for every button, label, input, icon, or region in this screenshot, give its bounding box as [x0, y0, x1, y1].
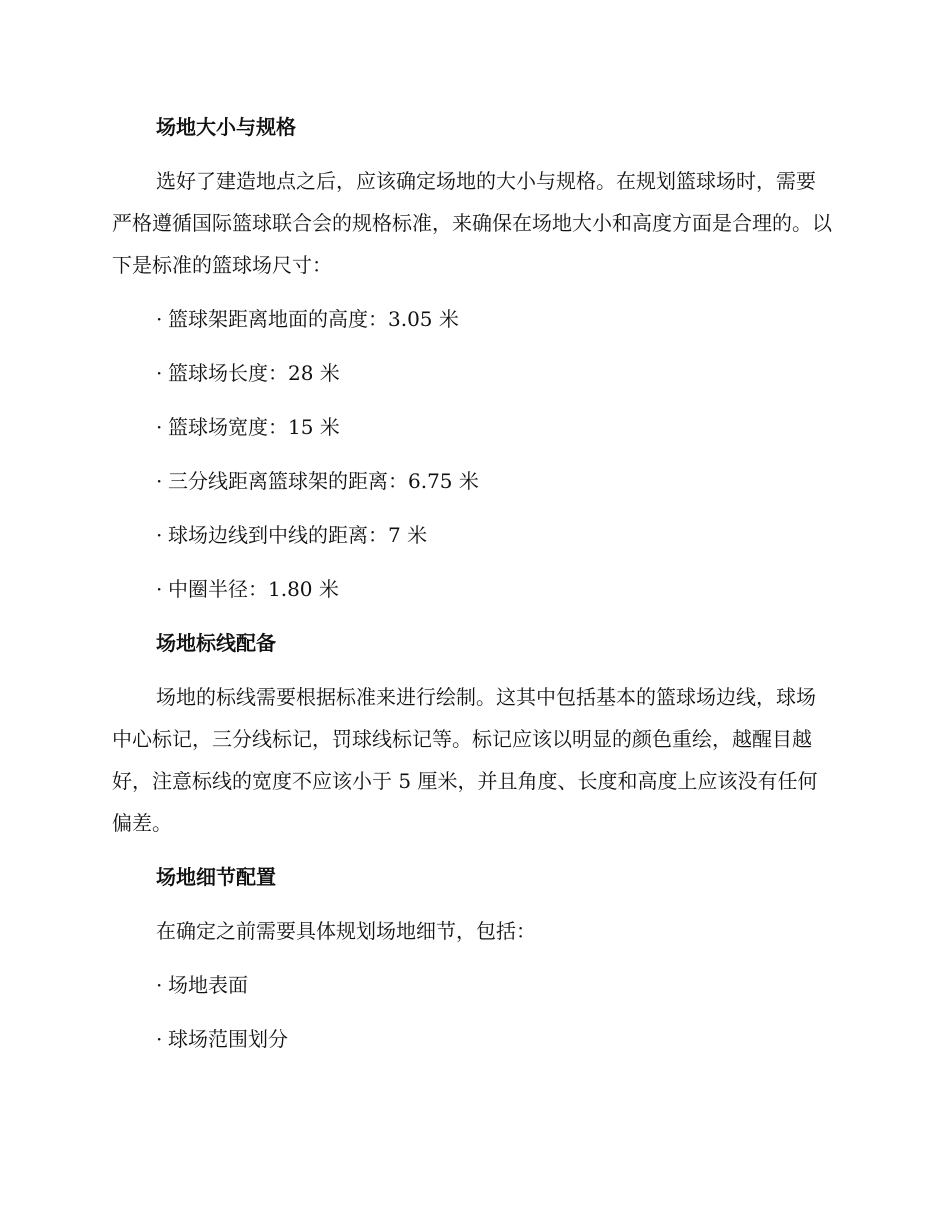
list-item — [112, 460, 832, 502]
section-paragraph-size: 选好了建造地点之后，应该确定场地的大小与规格。在规划篮球场时，需要严格遵循国际篮球联合会的规格标准，来确保在场地大小和高度方面是合理的。以下是标准的篮球场尺寸： — [112, 169, 832, 277]
list-item — [112, 568, 832, 610]
list-item — [112, 1018, 832, 1060]
bullet-symbol: · — [156, 415, 163, 439]
section-heading-details: 场地细节配置 — [156, 865, 276, 889]
bullet-symbol: · — [156, 469, 163, 493]
list-item-text: 三分线距离篮球架的距离：6.75 米 — [168, 469, 479, 493]
bullet-symbol: · — [156, 1027, 163, 1051]
section-paragraph-details: 在确定之前需要具体规划场地细节，包括： — [156, 919, 536, 943]
list-item — [112, 964, 832, 1006]
section-paragraph-markings: 场地的标线需要根据标准来进行绘制。这其中包括基本的篮球场边线，球场中心标记，三分线标记，罚球线标记等。标记应该以明显的颜色重绘，越醒目越好，注意标线的宽度不应该小于 5 厘米，并且角度、长度和高度上应该没有任何偏差。 — [112, 685, 818, 835]
bullet-symbol: · — [156, 577, 163, 601]
section-heading-markings: 场地标线配备 — [156, 631, 276, 655]
bullet-symbol: · — [156, 973, 163, 997]
list-item — [112, 406, 832, 448]
bullet-symbol: · — [156, 523, 163, 547]
section-heading-size: 场地大小与规格 — [156, 115, 296, 139]
list-item-text: 篮球架距离地面的高度：3.05 米 — [168, 307, 459, 331]
list-item — [112, 298, 832, 340]
document-page — [112, 106, 832, 1072]
list-item-text: 球场边线到中线的距离：7 米 — [168, 523, 428, 547]
bullet-symbol: · — [156, 361, 163, 385]
list-item — [112, 352, 832, 394]
list-item — [112, 514, 832, 556]
list-item-text: 场地表面 — [168, 973, 248, 997]
bullet-symbol: · — [156, 307, 163, 331]
list-item-text: 中圈半径：1.80 米 — [168, 577, 339, 601]
list-item-text: 球场范围划分 — [168, 1027, 288, 1051]
list-item-text: 篮球场长度：28 米 — [168, 361, 340, 385]
list-item-text: 篮球场宽度：15 米 — [168, 415, 340, 439]
